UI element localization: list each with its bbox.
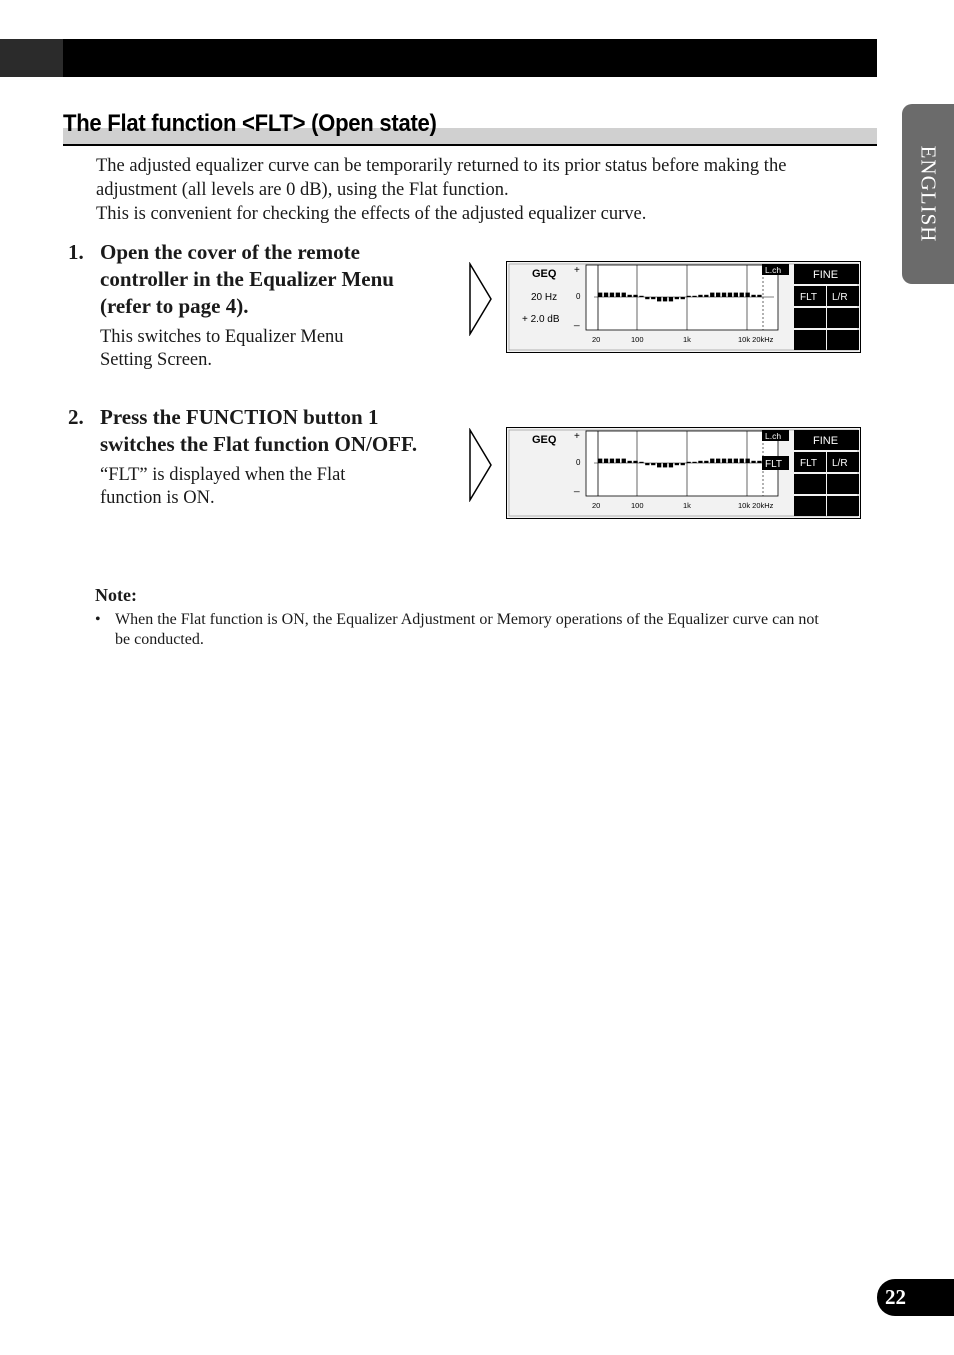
lcd2-eq-bar: [669, 463, 673, 467]
language-side-tab: [902, 104, 954, 284]
note-item: [95, 610, 835, 650]
lcd2-eq-bar: [746, 459, 750, 463]
lcd2-eq-bar: [681, 463, 685, 465]
lcd1-eq-bar: [722, 293, 726, 297]
lcd2-eq-bar: [663, 463, 667, 467]
lcd1-eq-bar: [628, 295, 632, 297]
lcd2-eq-bar: [734, 459, 738, 463]
lcd2-eq-bar: [722, 459, 726, 463]
lcd2-flt-badge-label: FLT: [765, 459, 783, 470]
lcd1-freq-label: 20 Hz: [531, 292, 558, 303]
lcd2-xlabel-10k-20khz: 10k 20kHz: [738, 501, 774, 510]
intro-text: [96, 154, 856, 226]
lcd1-eq-bar: [604, 293, 608, 297]
header-bar-left: [0, 39, 63, 77]
lcd2-eq-bar: [687, 462, 691, 463]
lcd1-lr-label: L/R: [832, 292, 848, 303]
note-block: [95, 584, 835, 650]
lcd-display-2: [506, 427, 861, 519]
lcd1-eq-bar: [622, 293, 626, 297]
lcd2-xlabel-20: 20: [592, 501, 601, 510]
lcd1-level-label: + 2.0 dB: [522, 314, 560, 325]
lcd1-eq-bar: [639, 296, 643, 297]
step-1-heading: Open the cover of the remote controller in the Equalizer Menu (refer to page 4).: [100, 240, 394, 318]
lcd2-eq-bar: [639, 462, 643, 463]
lcd2-eq-bar: [598, 459, 602, 463]
lcd1-eq-bar: [751, 295, 755, 297]
lcd-display-1: [506, 261, 861, 353]
lcd2-eq-bar: [616, 459, 620, 463]
lcd1-flt-label: FLT: [800, 292, 818, 303]
lcd1-blank-button-4[interactable]: [827, 330, 859, 350]
lcd1-eq-bar: [598, 293, 602, 297]
lcd2-flt-label: FLT: [800, 458, 818, 469]
lcd1-eq-bar: [645, 297, 649, 299]
lcd1-xlabel-1k: 1k: [683, 335, 691, 344]
lcd2-scale-plus: +: [574, 431, 580, 442]
lcd2-eq-bar: [633, 461, 637, 463]
lcd2-fine-label: FINE: [813, 435, 839, 447]
lcd2-scale-zero: 0: [576, 458, 581, 467]
step-2-heading: Press the FUNCTION button 1 switches the Flat function ON/OFF.: [100, 405, 418, 456]
lcd1-eq-bar: [740, 293, 744, 297]
section-title-rule: [63, 144, 877, 146]
lcd2-eq-bar: [740, 459, 744, 463]
lcd2-eq-bar: [692, 462, 696, 463]
lcd1-eq-bar: [716, 293, 720, 297]
lcd2-eq-bar: [728, 459, 732, 463]
lcd2-eq-bar: [622, 459, 626, 463]
header-bar: [63, 39, 877, 77]
lcd2-xlabel-100: 100: [631, 501, 644, 510]
lcd2-blank-button-4[interactable]: [827, 496, 859, 516]
section-title: The Flat function <FLT> (Open state): [63, 110, 437, 137]
lcd1-eq-bar: [663, 297, 667, 301]
lcd1-eq-bar: [651, 297, 655, 299]
lcd1-xlabel-100: 100: [631, 335, 644, 344]
lcd2-channel-label: L.ch: [765, 431, 782, 441]
lcd1-blank-button-2[interactable]: [827, 308, 859, 328]
lcd1-eq-bar: [698, 295, 702, 297]
lcd2-eq-bar: [610, 459, 614, 463]
note-bullet: •: [95, 611, 101, 628]
lcd2-eq-bar: [757, 461, 761, 463]
lcd1-channel-label: L.ch: [765, 265, 782, 275]
lcd1-xlabel-20: 20: [592, 335, 601, 344]
step-1-description: This switches to Equalizer Menu Setting Screen.: [100, 327, 344, 370]
lcd2-blank-button-1[interactable]: [794, 474, 826, 494]
step-2-number: 2.: [68, 405, 84, 429]
lcd2-mode-label: GEQ: [532, 434, 557, 446]
lcd1-eq-bar: [633, 295, 637, 297]
lcd1-eq-bar: [746, 293, 750, 297]
lcd2-lr-label: L/R: [832, 458, 848, 469]
lcd1-eq-bar: [675, 297, 679, 299]
lcd1-eq-bar: [710, 293, 714, 297]
step-2-description: “FLT” is displayed when the Flat function is ON.: [100, 465, 346, 508]
lcd1-scale-minus: _: [574, 316, 580, 327]
lcd1-eq-bar: [657, 297, 661, 301]
lcd1-blank-button-1[interactable]: [794, 308, 826, 328]
intro-line-2: This is convenient for checking the effects of the adjusted equalizer curve.: [96, 204, 647, 224]
lcd2-eq-bar: [645, 463, 649, 465]
lcd1-eq-bar: [692, 296, 696, 297]
lcd1-blank-button-3[interactable]: [794, 330, 826, 350]
page-number: 22: [877, 1279, 954, 1316]
pointer-arrow-1-icon: [468, 262, 494, 336]
lcd1-eq-bar: [669, 297, 673, 301]
lcd1-eq-bar: [757, 295, 761, 297]
lcd2-eq-bar: [675, 463, 679, 465]
intro-line-1: The adjusted equalizer curve can be temporarily returned to its prior status before making the adjustment (all levels are 0 dB), using the Flat function.: [96, 156, 787, 200]
step-1: [68, 239, 448, 372]
lcd2-eq-bar: [698, 461, 702, 463]
lcd2-eq-bar: [710, 459, 714, 463]
lcd2-eq-bar: [716, 459, 720, 463]
lcd2-eq-bar: [751, 461, 755, 463]
lcd1-fine-label: FINE: [813, 269, 839, 281]
lcd2-eq-bar: [651, 463, 655, 465]
lcd2-eq-bar: [657, 463, 661, 467]
language-label: ENGLISH: [916, 145, 941, 243]
lcd2-eq-bar: [628, 461, 632, 463]
lcd1-eq-bar: [734, 293, 738, 297]
lcd1-eq-bar: [728, 293, 732, 297]
lcd1-eq-bar: [681, 297, 685, 299]
lcd1-mode-label: GEQ: [532, 268, 557, 280]
lcd1-eq-bar: [704, 295, 708, 297]
lcd2-blank-button-3[interactable]: [794, 496, 826, 516]
note-text: When the Flat function is ON, the Equalizer Adjustment or Memory operations of the Equalizer curve can not be conducted.: [115, 611, 819, 648]
lcd2-eq-bar: [704, 461, 708, 463]
pointer-arrow-2-icon: [468, 428, 494, 502]
step-2: [68, 404, 448, 510]
lcd2-xlabel-1k: 1k: [683, 501, 691, 510]
lcd1-scale-zero: 0: [576, 292, 581, 301]
lcd1-eq-bar: [610, 293, 614, 297]
lcd2-scale-minus: _: [574, 482, 580, 493]
lcd1-eq-bar: [687, 296, 691, 297]
lcd1-xlabel-10k-20khz: 10k 20kHz: [738, 335, 774, 344]
lcd1-eq-bar: [616, 293, 620, 297]
note-title: Note:: [95, 585, 137, 605]
lcd1-scale-plus: +: [574, 265, 580, 276]
step-1-number: 1.: [68, 240, 84, 264]
lcd2-eq-bar: [604, 459, 608, 463]
lcd2-blank-button-2[interactable]: [827, 474, 859, 494]
